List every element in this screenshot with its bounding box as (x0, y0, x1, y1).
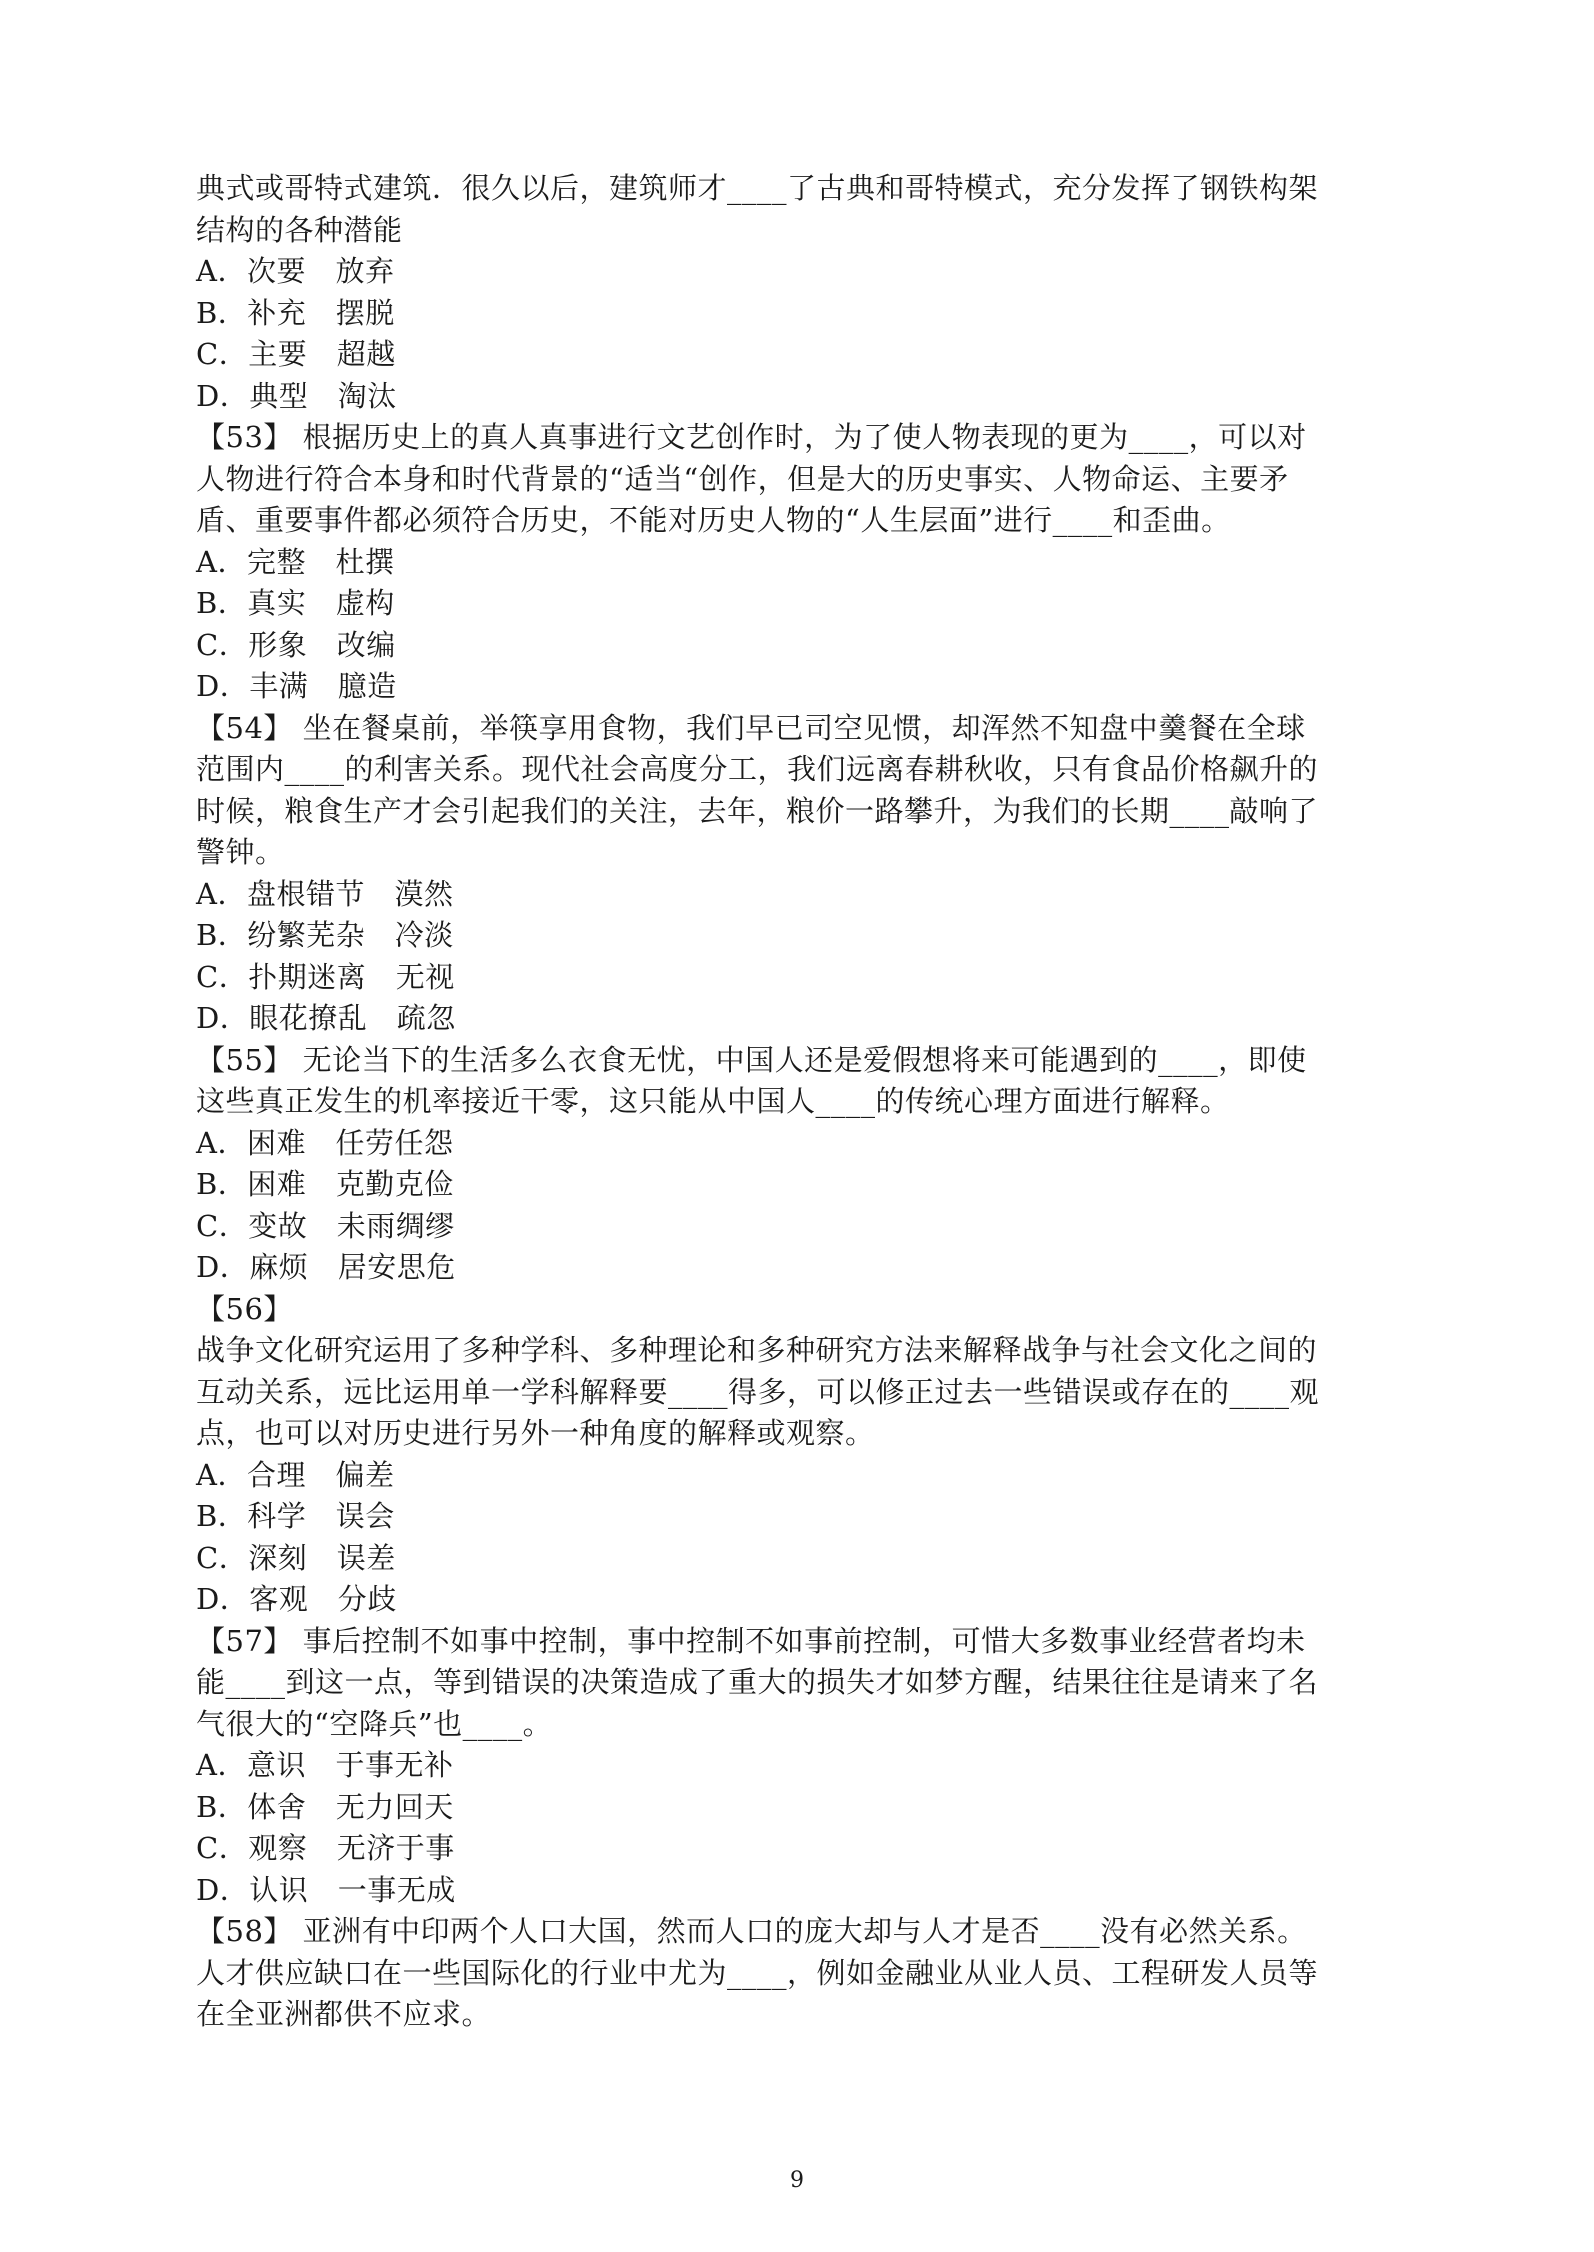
question-q57 (196, 1621, 1404, 1912)
question-list (196, 168, 1404, 2036)
question-q52-tail (196, 168, 1404, 417)
answer-option: C．主要 超越 (196, 337, 396, 371)
question-text-line: 这些真正发生的机率接近干零，这只能从中国人____的传统心理方面进行解释。 (196, 1084, 1230, 1118)
question-q55 (196, 1040, 1404, 1289)
answer-option: A．合理 偏差 (196, 1457, 395, 1492)
answer-option: D．典型 淘汰 (196, 378, 397, 413)
question-q56 (196, 1289, 1404, 1621)
answer-option: C．形象 改编 (196, 627, 396, 662)
question-text-line: 互动关系，远比运用单一学科解释要____得多，可以修正过去一些错误或存在的____观 (196, 1374, 1320, 1409)
answer-option: D．丰满 臆造 (196, 669, 397, 703)
question-text-line: 盾、重要事件都必须符合历史，不能对历史人物的“人生层面”进行____和歪曲。 (196, 503, 1231, 537)
question-q53 (196, 417, 1404, 708)
answer-option: A．次要 放弃 (196, 254, 395, 288)
answer-option: A．盘根错节 漠然 (196, 876, 454, 911)
answer-option: D．客观 分歧 (196, 1582, 397, 1616)
answer-option: D．认识 一事无成 (196, 1872, 456, 1907)
question-text-line: 【58】 亚洲有中印两个人口大国，然而人口的庞大却与人才是否____没有必然关系。 (196, 1914, 1307, 1948)
answer-option: D．眼花撩乱 疏忽 (196, 1001, 456, 1035)
question-text-line: 点，也可以对历史进行另外一种角度的解释或观察。 (196, 1416, 875, 1450)
answer-option: A．完整 杜撰 (196, 544, 395, 579)
question-text-line: 【57】 事后控制不如事中控制，事中控制不如事前控制，可惜大多数事业经营者均未 (196, 1623, 1306, 1658)
answer-option: B．体舍 无力回天 (196, 1789, 454, 1824)
question-text-line: 能____到这一点，等到错误的决策造成了重大的损失才如梦方醒，结果往往是请来了名 (196, 1665, 1319, 1699)
question-q58 (196, 1911, 1404, 2036)
question-text-line: 范围内____的利害关系。现代社会高度分工，我们远离春耕秋收，只有食品价格飙升的 (196, 752, 1319, 786)
answer-option: C．扑期迷离 无视 (196, 959, 455, 994)
question-q54 (196, 708, 1404, 1040)
page-body (196, 168, 1404, 2036)
question-text-line: 【53】 根据历史上的真人真事进行文艺创作时，为了使人物表现的更为____，可以对 (196, 420, 1307, 454)
question-text-line: 【54】 坐在餐桌前，举筷享用食物，我们早已司空见惯，却浑然不知盘中羹餐在全球 (196, 710, 1306, 745)
answer-option: C．变故 未雨绸缪 (196, 1208, 455, 1243)
question-text-line: 在全亚洲都供不应求。 (196, 1997, 492, 2031)
answer-option: A．困难 任劳任怨 (196, 1125, 454, 1160)
answer-option: A．意识 于事无补 (196, 1748, 454, 1782)
question-text-line: 战争文化研究运用了多种学科、多种理论和多种研究方法来解释战争与社会文化之间的 (196, 1333, 1318, 1367)
answer-option: B．困难 克勤克俭 (196, 1167, 454, 1201)
answer-option: D．麻烦 居安思危 (196, 1250, 456, 1284)
question-text-line: 【56】 (196, 1291, 293, 1326)
question-text-line: 时候，粮食生产才会引起我们的关注，去年，粮价一路攀升，为我们的长期____敲响了 (196, 793, 1319, 828)
answer-option: B．补充 摆脱 (196, 295, 395, 330)
answer-option: B．真实 虚构 (196, 586, 395, 620)
question-text-line: 人才供应缺口在一些国际化的行业中尤为____，例如金融业从业人员、工程研发人员等 (196, 1955, 1319, 1990)
question-text-line: 警钟。 (196, 835, 285, 869)
question-text-line: 【55】 无论当下的生活多么衣食无忧，中国人还是爱假想将来可能遇到的____，即使 (196, 1042, 1307, 1077)
page-number: 9 (790, 2168, 804, 2193)
question-text-line: 气很大的“空降兵”也____。 (196, 1706, 553, 1741)
question-text-line: 典式或哥特式建筑．很久以后，建筑师才____了古典和哥特模式，充分发挥了钢铁构架 (196, 171, 1319, 205)
answer-option: C．观察 无济于事 (196, 1831, 455, 1865)
answer-option: B．纷繁芜杂 冷淡 (196, 918, 454, 952)
question-text-line: 人物进行符合本身和时代背景的“适当“创作，但是大的历史事实、人物命运、主要矛 (196, 461, 1289, 496)
question-text-line: 结构的各种潜能 (196, 212, 403, 247)
answer-option: C．深刻 误差 (196, 1540, 396, 1575)
answer-option: B．科学 误会 (196, 1499, 395, 1533)
